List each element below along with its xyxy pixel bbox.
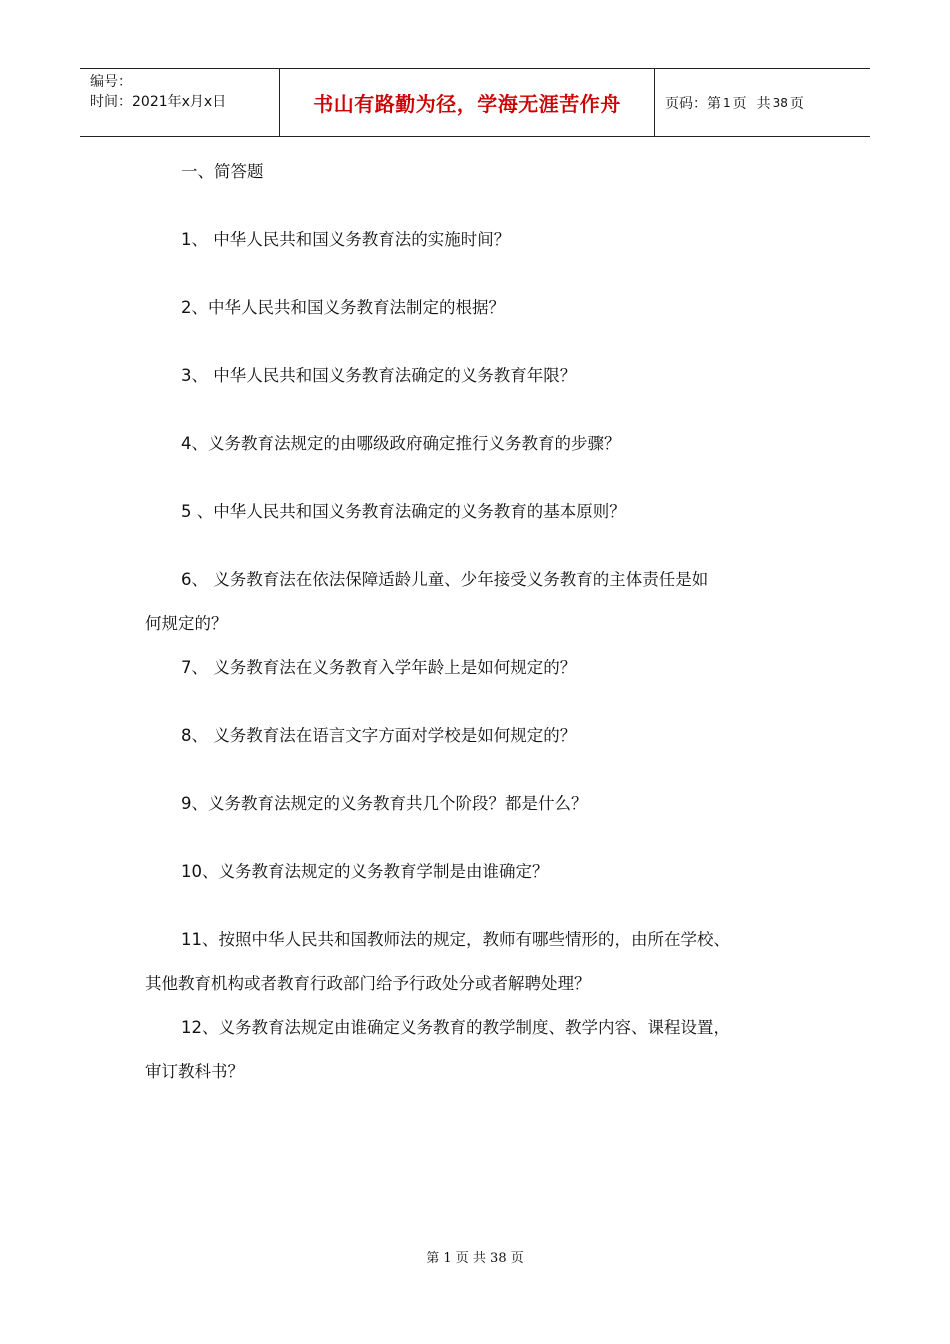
question-number: 8、 (181, 726, 208, 745)
header-motto: 书山有路勤为径，学海无涯苦作舟 (280, 69, 655, 136)
question-text: 中华人民共和国义务教育法制定的根据？ (208, 298, 505, 317)
question-item (145, 218, 817, 262)
question-item (145, 1006, 817, 1050)
question-item (145, 782, 817, 826)
question-text: 中华人民共和国义务教育法确定的义务教育年限？ (208, 366, 577, 385)
question-text: 按照中华人民共和国教师法的规定，教师有哪些情形的，由所在学校、 (218, 930, 730, 949)
question-item (145, 286, 817, 330)
question-number: 4、 (181, 434, 208, 453)
section-heading: 一、简答题 (181, 162, 264, 181)
page-footer: 第 1 页 共 38 页 (426, 1251, 524, 1266)
question-item (145, 354, 817, 398)
header-meta (80, 69, 280, 136)
question-number: 3、 (181, 366, 208, 385)
question-number: 12、 (181, 1018, 219, 1037)
question-continuation: 其他教育机构或者教育行政部门给予行政处分或者解聘处理？ (145, 974, 591, 993)
question-continuation: 审订教科书？ (145, 1062, 244, 1081)
page-total-prefix: 共 (756, 95, 771, 112)
question-continuation: 何规定的？ (145, 614, 228, 633)
question-item (145, 422, 817, 466)
question-number: 5 、 (181, 502, 214, 521)
question-item (145, 850, 817, 894)
header-page-indicator (655, 69, 870, 136)
question-number: 9、 (181, 794, 208, 813)
question-item (145, 918, 817, 962)
question-number: 2、 (181, 298, 208, 317)
question-text: 义务教育法在义务教育入学年龄上是如何规定的？ (208, 658, 577, 677)
question-number: 1、 (181, 230, 208, 249)
page-label-mid: 页 (732, 95, 747, 112)
document-body (145, 150, 817, 1094)
page-label-prefix: 页码：第 (665, 95, 721, 112)
question-text: 中华人民共和国义务教育法的实施时间？ (208, 230, 511, 249)
question-text: 义务教育法规定的义务教育共几个阶段？都是什么？ (208, 794, 588, 813)
question-number: 10、 (181, 862, 219, 881)
page-total: 38 (772, 95, 788, 110)
page-current: 1 (723, 95, 731, 110)
question-text: 义务教育法规定由谁确定义务教育的教学制度、教学内容、课程设置， (218, 1018, 730, 1037)
question-text: 中华人民共和国义务教育法确定的义务教育的基本原则？ (213, 502, 626, 521)
question-text: 义务教育法在语言文字方面对学校是如何规定的？ (208, 726, 577, 745)
question-text: 义务教育法在依法保障适龄儿童、少年接受义务教育的主体责任是如 (208, 570, 709, 589)
question-number: 11、 (181, 930, 219, 949)
question-text: 义务教育法规定的由哪级政府确定推行义务教育的步骤？ (208, 434, 621, 453)
page-total-suffix: 页 (789, 95, 804, 112)
page-header (80, 68, 870, 137)
document-date: 时间：2021年x月x日 (90, 94, 227, 110)
question-item (145, 714, 817, 758)
document-number-label: 编号： (90, 74, 132, 90)
question-item (145, 646, 817, 690)
question-number: 7、 (181, 658, 208, 677)
question-item (145, 558, 817, 602)
question-text: 义务教育法规定的义务教育学制是由谁确定？ (218, 862, 549, 881)
question-number: 6、 (181, 570, 208, 589)
question-item (145, 490, 817, 534)
